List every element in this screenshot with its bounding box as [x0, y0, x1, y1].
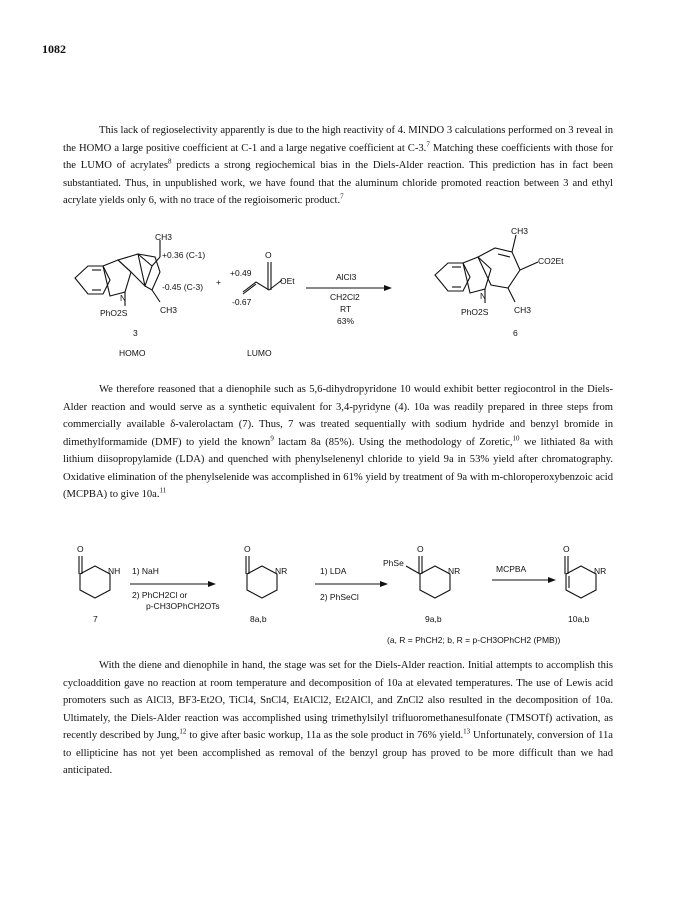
- label-nr-8: NR: [275, 566, 288, 576]
- label-product-n: N: [480, 291, 487, 301]
- label-co2et: CO2Et: [538, 256, 564, 266]
- label-product-ch3-bottom: CH3: [514, 305, 532, 315]
- label-product-ch3-top: CH3: [511, 226, 529, 236]
- label-ch3-top: CH3: [155, 232, 173, 242]
- structure-compound-3: [75, 240, 160, 306]
- para3-ref-1: 12: [179, 727, 187, 736]
- para2-text-3: we lithiated 8a with lithium diisopropylamide (LDA) and quenched with phenylselenenyl chloride to yield 9a in 53% yield after chromatography. Oxidative elimination of the phenylselenide was accomplished in 61% yield by treatment of 9a with m-chloroperoxybenzoic acid (MCPBA) to give 10a.: [63, 436, 613, 500]
- label-n: N: [120, 293, 127, 303]
- label-product-phso2: PhO2S: [461, 307, 489, 317]
- page-number: 1082: [42, 42, 66, 56]
- para1-ref-3: 7: [340, 192, 344, 201]
- para2-text-2: lactam 8a (85%). Using the methodology of Zoretic,: [273, 436, 513, 448]
- para3-text-2: to give after basic workup, 11a as the sole product in 76% yield.: [186, 730, 464, 741]
- label-temp: RT: [340, 304, 352, 314]
- structure-compound-10: [565, 556, 596, 598]
- para1-ref-1: 7: [426, 139, 430, 148]
- label-o-7: O: [77, 544, 84, 554]
- label-oet: OEt: [280, 276, 295, 286]
- label-acr-coef-bottom: -0.67: [232, 297, 252, 307]
- label-acr-coef-top: +0.49: [230, 268, 252, 278]
- label-compound-9: 9a,b: [425, 614, 442, 624]
- structure-compound-7: [79, 556, 110, 598]
- structure-compound-6: [435, 235, 538, 303]
- label-o-9: O: [417, 544, 424, 554]
- label-compound-6: 6: [513, 328, 518, 338]
- label-step1c: p-CH3OPhCH2OTs: [146, 601, 220, 611]
- label-step2a: 1) LDA: [320, 566, 347, 576]
- paragraph-dienophile: [63, 381, 613, 504]
- structure-compound-8: [246, 556, 277, 598]
- label-nr-10: NR: [594, 566, 607, 576]
- label-step2b: 2) PhSeCl: [320, 592, 359, 602]
- label-step1a: 1) NaH: [132, 566, 159, 576]
- label-reagent: AlCl3: [336, 272, 357, 282]
- label-ch3-bottom: CH3: [160, 305, 178, 315]
- para3-text-1: With the diene and dienophile in hand, the stage was set for the Diels-Alder reaction. Initial attempts to accomplish this cycloaddition gave no reaction at room temperature and decomposition of 10a at elevated temperatures. The use of Lewis acid promoters such as AlCl3, BF3-Et2O, TiCl4, SnCl4, EtAlCl2, Et2AlCl, and ZnCl2 also resulted in the decomposition of 10a. Ultimately, the Diels-Alder reaction was accomplished using trimethylsilyl trifluoromethanesulfonate (TMSOTf) activation, as recently described by Jung,: [63, 660, 613, 741]
- plus-sign: +: [216, 277, 221, 287]
- para2-ref-3: 11: [159, 486, 167, 495]
- label-homo: HOMO: [119, 348, 146, 358]
- label-solvent: CH2Cl2: [330, 292, 360, 302]
- label-compound-8: 8a,b: [250, 614, 267, 624]
- label-nr-9: NR: [448, 566, 461, 576]
- label-yield: 63%: [337, 316, 355, 326]
- label-compound-3: 3: [133, 328, 138, 338]
- para1-text-2: Matching these coefficients with those for the LUMO of acrylates: [63, 142, 613, 171]
- para3-text-3: Unfortunately, conversion of 11a to ellipticine has not yet been accomplished as removal of the benzyl group has proved to be more difficult than we had anticipated.: [63, 730, 614, 776]
- label-r-legend: (a, R = PhCH2; b, R = p-CH3OPhCH2 (PMB)): [387, 635, 561, 645]
- label-compound-7: 7: [93, 614, 98, 624]
- label-o-10: O: [563, 544, 570, 554]
- label-nh: NH: [108, 566, 121, 576]
- label-phso2: PhO2S: [100, 308, 128, 318]
- structure-ethyl-acrylate: [243, 262, 282, 294]
- label-coef-c3: -0.45 (C-3): [162, 282, 204, 292]
- para1-text-1: This lack of regioselectivity apparently is due to the high reactivity of 4. MINDO 3 calculations performed on 3 reveal in the HOMO a large positive coefficient at C-1 and a large negative coefficient at C-3.: [63, 125, 613, 154]
- para2-ref-1: 9: [270, 433, 274, 442]
- label-o: O: [265, 250, 272, 260]
- para2-text-1: We therefore reasoned that a dienophile such as 5,6-dihydropyridone 10 would exhibit better regiocontrol in the Diels-Alder reaction and would serve as a synthetic equivalent for 3,4-pyridyne (4). 10a was readily prepared in three steps from commercially available δ-valerolactam (7). Thus, 7 was treated sequentially with sodium hydride and benzyl bromide in dimethylformamide (DMF) to yield the known: [63, 384, 613, 448]
- label-phse: PhSe: [383, 558, 404, 568]
- label-lumo: LUMO: [247, 348, 272, 358]
- label-o-8: O: [244, 544, 251, 554]
- structure-compound-9: [406, 556, 450, 598]
- para1-ref-2: 8: [168, 157, 172, 166]
- paragraph-cycloaddition: [63, 657, 613, 780]
- para2-ref-2: 10: [512, 433, 520, 442]
- label-coef-c1: +0.36 (C-1): [162, 250, 206, 260]
- label-compound-10: 10a,b: [568, 614, 590, 624]
- para1-text-3: predicts a strong regiochemical bias in the Diels-Alder reaction. This prediction has in fact been substantiated. Thus, in unpublished work, we have found that the aluminum chloride promoted reaction between 3 and ethyl acrylate yields only 6, with no trace of the regioisomeric product.: [63, 160, 614, 206]
- label-step1b: 2) PhCH2Cl or: [132, 590, 188, 600]
- label-mcpba: MCPBA: [496, 564, 527, 574]
- para3-ref-2: 13: [463, 727, 471, 736]
